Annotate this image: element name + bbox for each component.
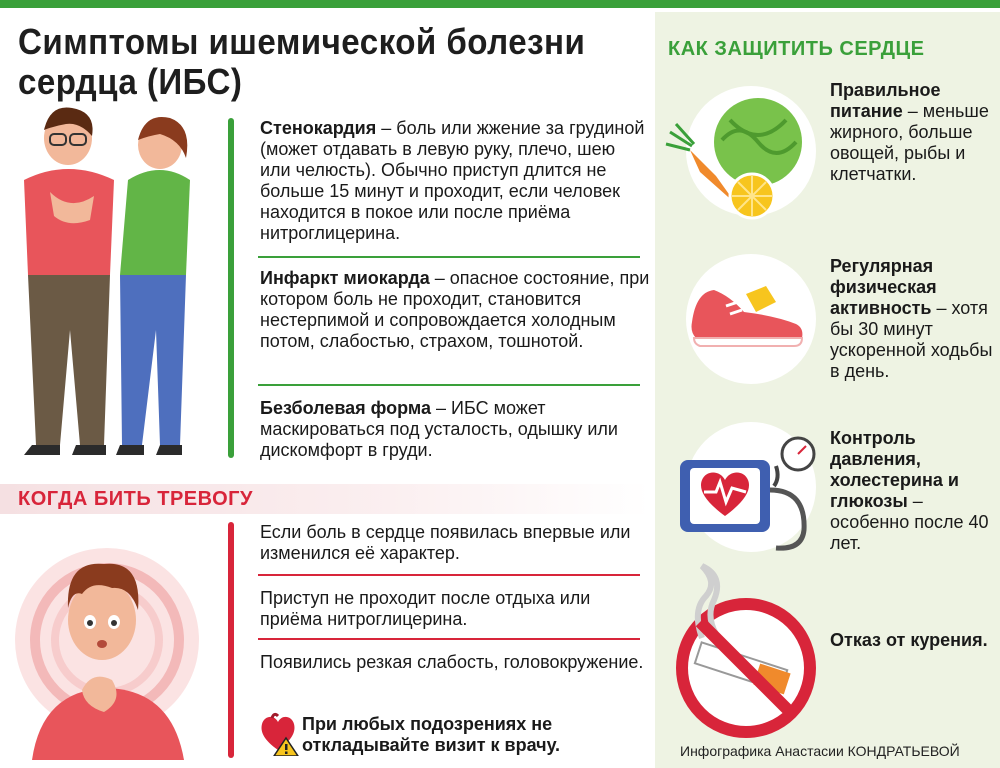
heart-warning-icon bbox=[258, 710, 300, 756]
credit: Инфографика Анастасии КОНДРАТЬЕВОЙ bbox=[680, 743, 960, 759]
symptom-desc: – опасное состояние, при котором боль не проходит, становится нестерпимой и сопровождается холодным потом, слабостью, страхом, тошнотой. bbox=[260, 268, 650, 351]
final-note: При любых подозрениях не откладывайте визит к врачу. bbox=[302, 714, 561, 755]
symptom-angina bbox=[260, 118, 650, 244]
tip-desc: – особенно после 40 лет. bbox=[830, 491, 989, 553]
sneaker-icon bbox=[686, 272, 816, 362]
tip-control bbox=[830, 428, 995, 554]
alarm-item: Если боль в сердце появилась впервые или изменился её характер. bbox=[260, 522, 631, 563]
alarm-item: Приступ не проходит после отдыха или приёма нитроглицерина. bbox=[260, 588, 591, 629]
alarm-item: Появились резкая слабость, головокружение. bbox=[260, 652, 644, 672]
tip-desc: – хотя бы 30 минут ускоренной ходьбы в день. bbox=[830, 298, 993, 381]
tip-term: Регулярная физическая активность bbox=[830, 256, 937, 318]
symptom-term: Инфаркт миокарда bbox=[260, 268, 430, 288]
alarm-title: КОГДА БИТЬ ТРЕВОГУ bbox=[18, 488, 253, 510]
tip-activity bbox=[830, 256, 995, 382]
no-smoking-icon bbox=[672, 560, 822, 740]
tonometer-icon bbox=[676, 430, 826, 560]
symptoms-accent-line bbox=[228, 118, 234, 458]
vegetables-icon bbox=[660, 80, 820, 230]
tip-no-smoking bbox=[830, 630, 995, 651]
tip-term: Контроль давления, холестерина и глюкозы bbox=[830, 428, 959, 511]
divider bbox=[258, 638, 640, 640]
divider bbox=[258, 574, 640, 576]
symptom-term: Безболевая форма bbox=[260, 398, 432, 418]
divider bbox=[258, 256, 640, 258]
symptom-infarction bbox=[260, 268, 650, 352]
divider bbox=[258, 384, 640, 386]
tip-term: Отказ от курения. bbox=[830, 630, 988, 650]
symptom-desc: – ИБС может маскироваться под усталость, одышку или дискомфорт в груди. bbox=[260, 398, 618, 460]
top-accent-bar bbox=[0, 0, 1000, 8]
protect-title: КАК ЗАЩИТИТЬ СЕРДЦЕ bbox=[668, 38, 925, 60]
symptom-painless bbox=[260, 398, 650, 461]
symptom-term: Стенокардия bbox=[260, 118, 377, 138]
tip-term: Правильное питание bbox=[830, 80, 941, 121]
dizzy-man-illustration bbox=[12, 530, 212, 760]
page-title: Симптомы ишемической болезни сердца (ИБС) bbox=[18, 21, 586, 102]
alarm-accent-line bbox=[228, 522, 234, 758]
couple-chest-pain-illustration bbox=[10, 100, 220, 460]
tip-nutrition bbox=[830, 80, 995, 185]
symptom-desc: – боль или жжение за грудиной (может отдавать в левую руку, плечо, шею или челюсть). Обычно приступ длится не больше 15 минут и проходит, если человек находится в покое или после приёма нитроглицерина. bbox=[260, 118, 645, 243]
tip-desc: – меньше жирного, больше овощей, рыбы и клетчатки. bbox=[830, 101, 989, 184]
